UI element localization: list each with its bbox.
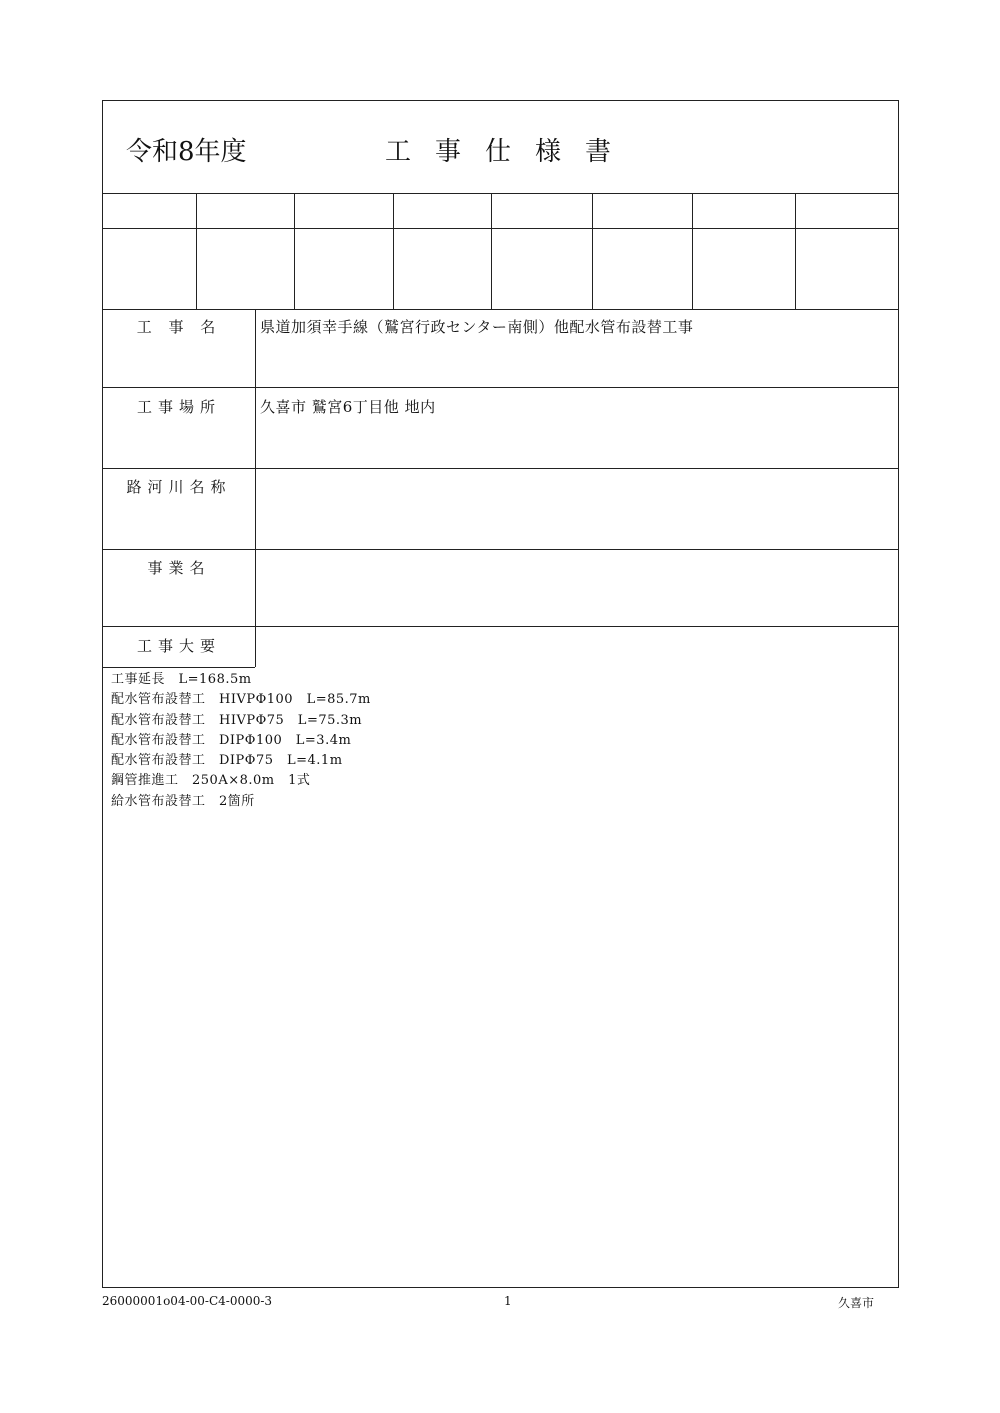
outline-line: 工事延長 L=168.5m bbox=[111, 672, 252, 687]
project-name-value: 県道加須幸手線（鷲宮行政センター南側）他配水管布設替工事 bbox=[260, 318, 694, 336]
project-name-label: 工 事 名 bbox=[136, 318, 222, 336]
outline-line: 配水管布設替工 DIPΦ100 L=3.4m bbox=[111, 732, 352, 748]
stamp-divider bbox=[592, 193, 593, 309]
label-column-divider bbox=[255, 309, 256, 667]
grid-line bbox=[102, 228, 899, 229]
outline-line: 配水管布設替工 DIPΦ75 L=4.1m bbox=[111, 753, 343, 769]
stamp-divider bbox=[196, 193, 197, 309]
outline-label-bottom bbox=[102, 667, 255, 668]
stamp-divider bbox=[491, 193, 492, 309]
location-value: 久喜市 鷲宮6丁目他 地内 bbox=[260, 398, 436, 416]
outline-line: 配水管布設替工 HIVPΦ100 L=85.7m bbox=[111, 692, 371, 708]
issuer-city: 久喜市 bbox=[838, 1296, 875, 1310]
business-name-label: 事業名 bbox=[147, 559, 211, 577]
work-outline-list bbox=[111, 670, 371, 812]
stamp-divider bbox=[294, 193, 295, 309]
outline-line: 鋼管推進工 250A×8.0m 1式 bbox=[111, 773, 311, 789]
outline-line: 給水管布設替工 2箇所 bbox=[111, 793, 255, 809]
grid-line bbox=[102, 309, 899, 310]
outline-line: 配水管布設替工 HIVPΦ75 L=75.3m bbox=[111, 712, 363, 728]
stamp-divider bbox=[795, 193, 796, 309]
document-title: 工事仕様書 bbox=[385, 137, 636, 167]
work-outline-label: 工事大要 bbox=[136, 637, 221, 655]
stamp-divider bbox=[692, 193, 693, 309]
grid-line bbox=[102, 468, 899, 469]
grid-line bbox=[102, 387, 899, 388]
fiscal-year-title: 令和8年度 bbox=[126, 137, 247, 167]
page-number: 1 bbox=[504, 1294, 512, 1308]
document-code: 26000001o04-00-C4-0000-3 bbox=[102, 1294, 273, 1308]
grid-line bbox=[102, 549, 899, 550]
location-label: 工事場所 bbox=[136, 398, 221, 416]
stamp-divider bbox=[393, 193, 394, 309]
grid-line bbox=[102, 626, 899, 627]
grid-line bbox=[102, 193, 899, 194]
road-river-name-label: 路河川名称 bbox=[126, 478, 232, 496]
